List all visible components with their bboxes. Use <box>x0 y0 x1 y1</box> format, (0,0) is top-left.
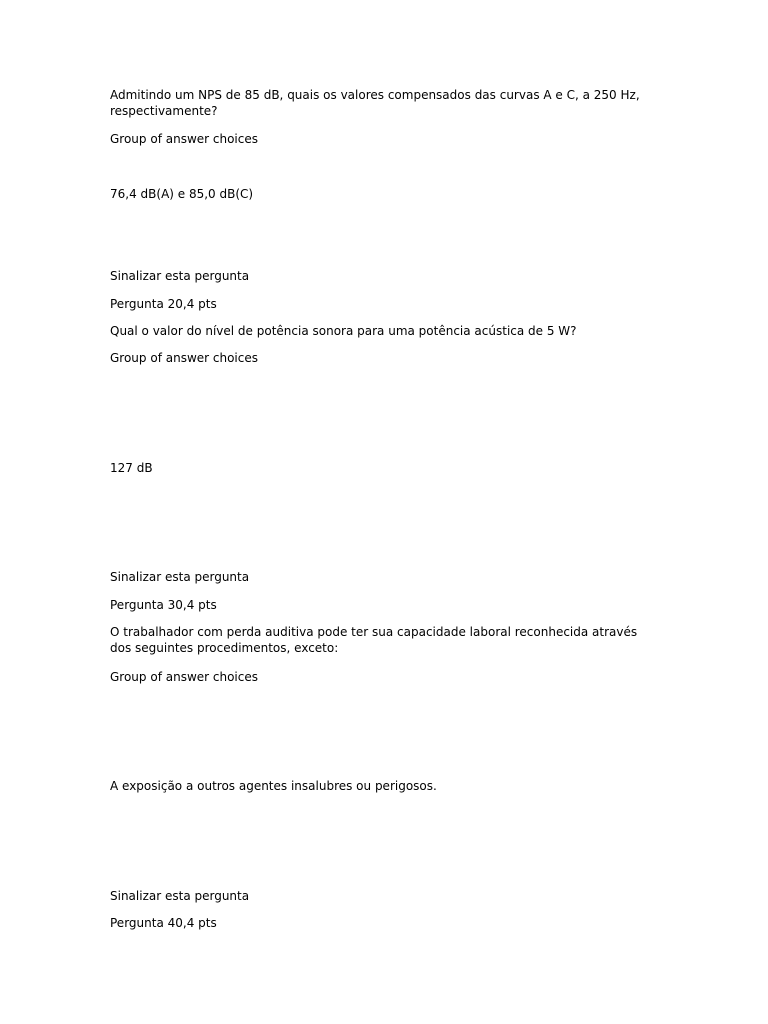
question-1-text: Admitindo um NPS de 85 dB, quais os valores compensados das curvas A e C, a 250 Hz, respectivamente? <box>110 88 640 118</box>
question-1-group-label: Group of answer choices <box>110 132 258 146</box>
question-1-flag-link[interactable]: Sinalizar esta pergunta <box>110 269 250 283</box>
question-3-group-label: Group of answer choices <box>110 670 258 684</box>
question-2-header: Pergunta 20,4 pts <box>110 297 217 311</box>
question-2-text: Qual o valor do nível de potência sonora para uma potência acústica de 5 W? <box>110 324 577 338</box>
question-3-answer[interactable]: A exposição a outros agentes insalubres ou perigosos. <box>110 779 437 793</box>
question-2-answer[interactable]: 127 dB <box>110 461 153 475</box>
question-2-flag-link[interactable]: Sinalizar esta pergunta <box>110 570 250 584</box>
question-1-answer[interactable]: 76,4 dB(A) e 85,0 dB(C) <box>110 187 254 201</box>
question-3-header: Pergunta 30,4 pts <box>110 598 217 612</box>
question-2-group-label: Group of answer choices <box>110 351 258 365</box>
question-3-text: O trabalhador com perda auditiva pode ter sua capacidade laboral reconhecida através dos seguintes procedimentos, exceto: <box>110 625 638 655</box>
question-4-header: Pergunta 40,4 pts <box>110 916 217 930</box>
question-3-flag-link[interactable]: Sinalizar esta pergunta <box>110 889 250 903</box>
